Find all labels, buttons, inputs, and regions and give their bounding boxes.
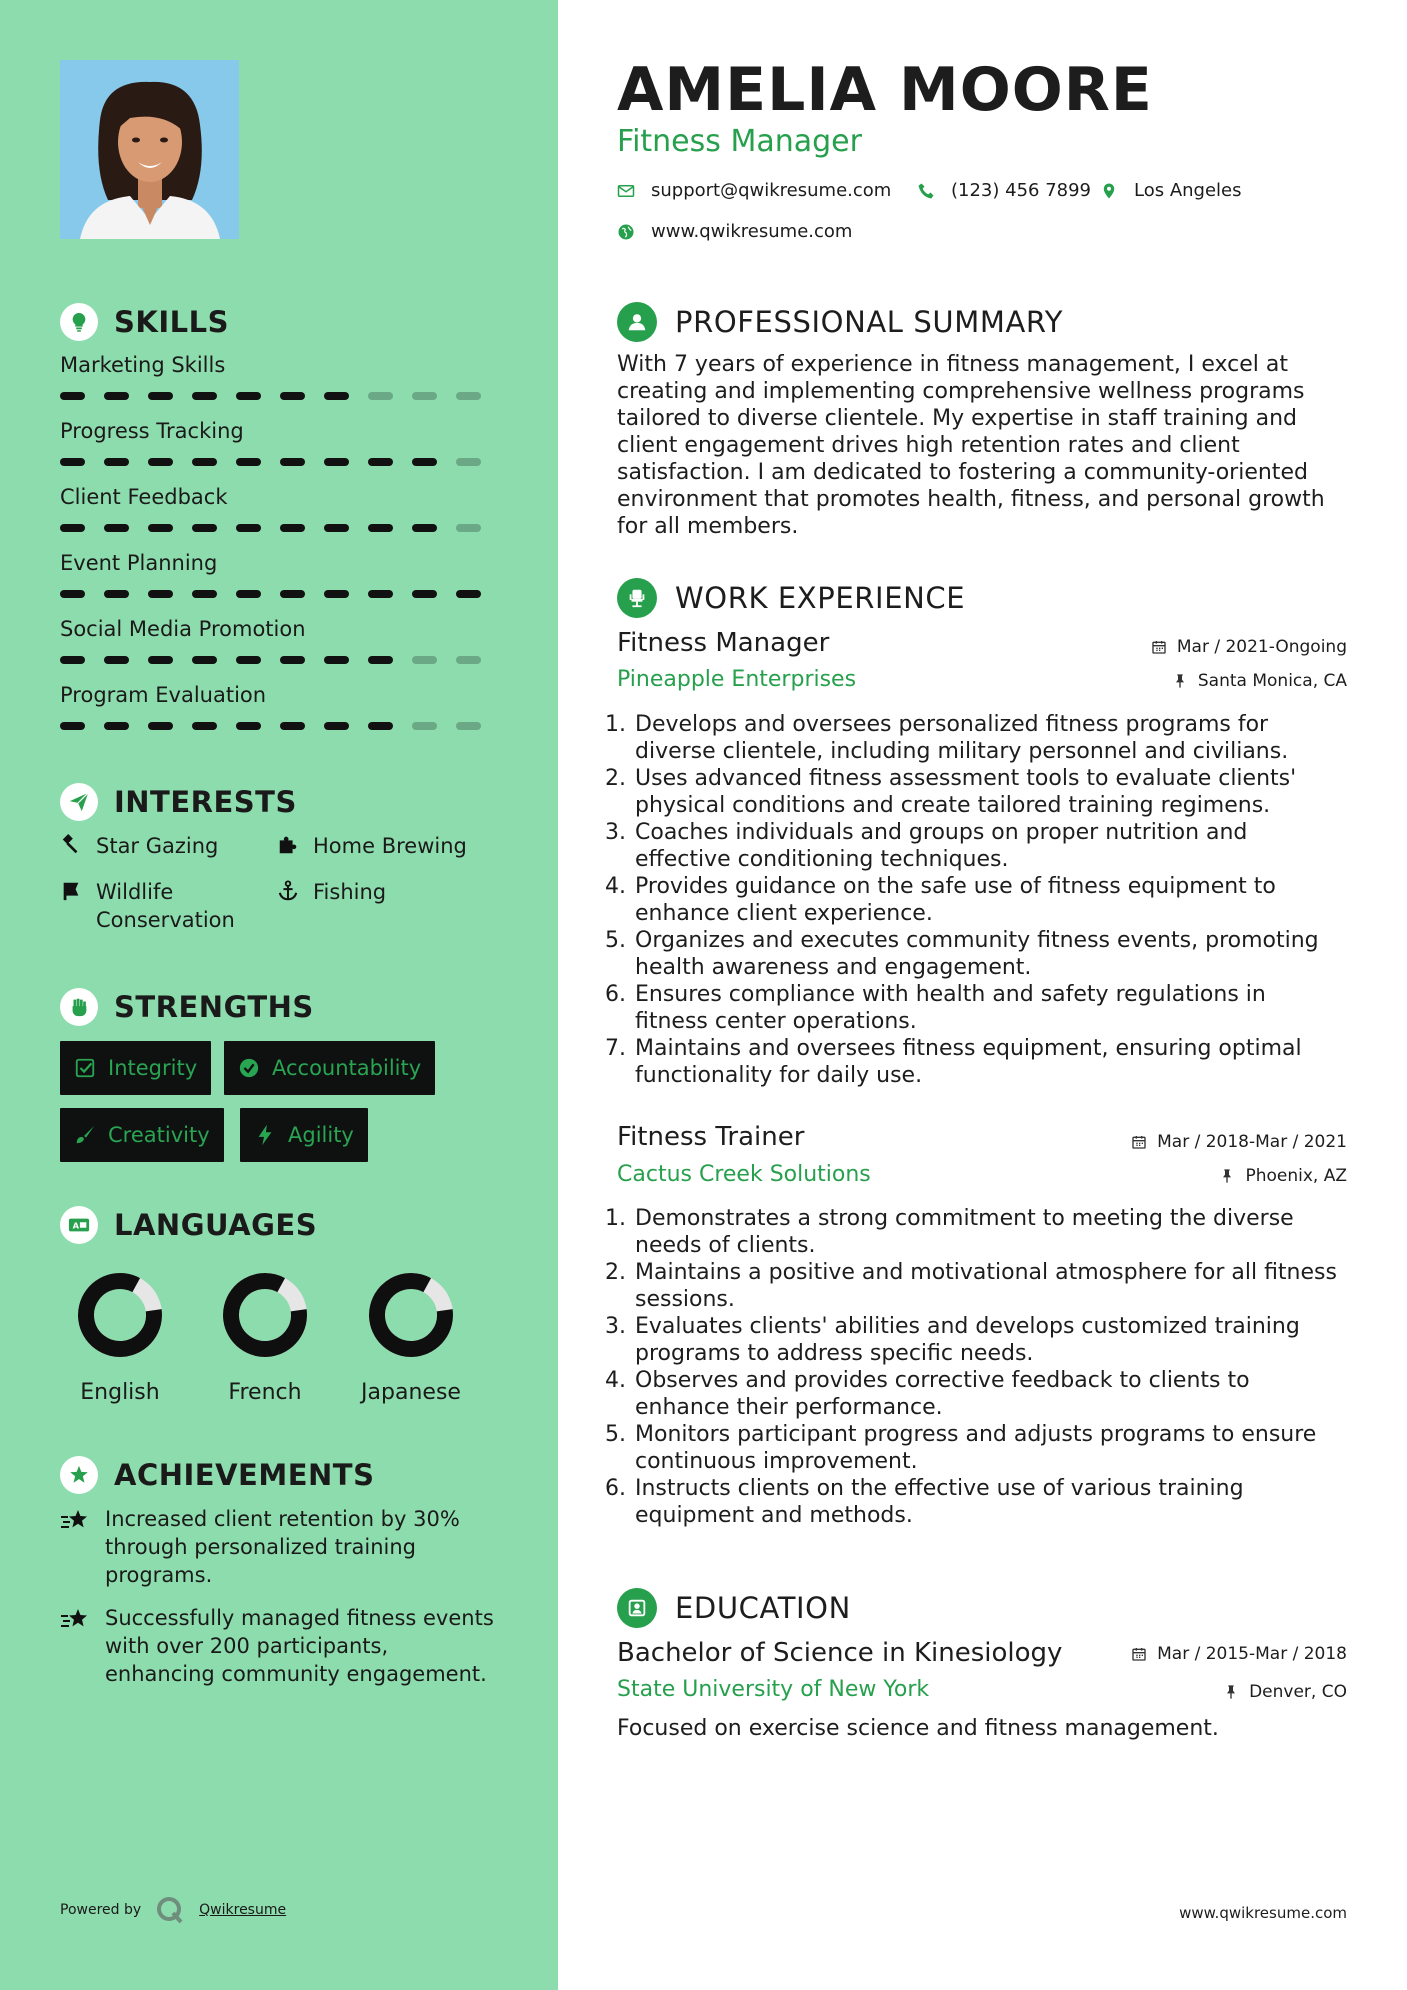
skill-label: Social Media Promotion — [60, 617, 306, 641]
job-duties-list — [605, 711, 1345, 1089]
interest-item — [60, 832, 260, 860]
profile-photo — [60, 60, 239, 239]
duty-item — [605, 1421, 1345, 1475]
achievement-text: Successfully managed fitness events with over 200 participants, enhancing community engagement. — [105, 1606, 494, 1686]
skill-level-meter — [60, 656, 500, 665]
phone-icon — [917, 182, 935, 200]
lightbulb-icon — [60, 303, 98, 341]
star-badge-icon — [60, 1456, 98, 1494]
job-title: Fitness Manager — [617, 628, 830, 658]
achievement-item — [60, 1604, 500, 1688]
duty-number: 6. — [605, 982, 626, 1007]
skill-dash-filled — [280, 524, 305, 532]
sidebar — [0, 0, 558, 1990]
lightning-icon — [254, 1124, 276, 1146]
calendar-icon — [1131, 1134, 1147, 1150]
skill-dash-filled — [280, 458, 305, 466]
language-label: English — [80, 1380, 160, 1405]
language-item — [55, 1270, 185, 1405]
education-location-text: Denver, CO — [1249, 1682, 1347, 1702]
interest-item — [277, 878, 477, 906]
strengths-heading — [60, 987, 314, 1027]
skill-dash-filled — [192, 656, 217, 664]
duty-item — [605, 1367, 1345, 1421]
skill-dash-filled — [104, 590, 129, 598]
skill-dash-filled — [60, 392, 85, 400]
skill-dash-empty — [412, 722, 437, 730]
strength-label: Creativity — [108, 1123, 210, 1147]
skill-label: Program Evaluation — [60, 683, 267, 707]
education-description: Focused on exercise science and fitness management. — [617, 1716, 1219, 1741]
duty-item — [605, 711, 1345, 765]
puzzle-icon — [277, 834, 299, 856]
envelope-icon — [617, 182, 635, 200]
fist-icon — [60, 988, 98, 1026]
calendar-icon — [1151, 639, 1167, 655]
duty-item — [605, 873, 1345, 927]
duty-number: 2. — [605, 766, 626, 791]
skill-dash-filled — [236, 392, 261, 400]
duty-item — [605, 1035, 1345, 1089]
duty-item — [605, 765, 1345, 819]
skill-level-meter — [60, 590, 500, 599]
education-heading — [617, 1587, 851, 1629]
powered-by — [60, 1895, 286, 1925]
skill-dash-filled — [368, 590, 393, 598]
skill-dash-filled — [324, 458, 349, 466]
skill-label: Client Feedback — [60, 485, 228, 509]
skill-dash-empty — [456, 656, 481, 664]
duty-text: Instructs clients on the effective use of various training equipment and methods. — [635, 1476, 1244, 1528]
skill-dash-filled — [412, 590, 437, 598]
skill-level-meter — [60, 458, 500, 467]
skill-item — [60, 482, 500, 533]
job-duties-list — [605, 1205, 1345, 1529]
education-dates — [1131, 1644, 1347, 1664]
duty-text: Maintains and oversees fitness equipment, ensuring optimal functionality for daily use. — [635, 1036, 1302, 1088]
strength-label: Integrity — [108, 1056, 198, 1080]
education-location — [1223, 1682, 1347, 1702]
experience-title: WORK EXPERIENCE — [675, 581, 966, 615]
job-title: Fitness Trainer — [617, 1122, 805, 1152]
duty-text: Maintains a positive and motivational atmosphere for all fitness sessions. — [635, 1260, 1337, 1312]
interest-item — [60, 878, 270, 934]
language-item — [200, 1270, 330, 1405]
skill-dash-empty — [456, 524, 481, 532]
strength-label: Accountability — [272, 1056, 422, 1080]
duty-text: Monitors participant progress and adjusts programs to ensure continuous improvement. — [635, 1422, 1317, 1474]
phone-text: (123) 456 7899 — [951, 180, 1092, 201]
skill-dash-filled — [280, 656, 305, 664]
job-location-text: Phoenix, AZ — [1245, 1166, 1347, 1186]
skill-dash-filled — [324, 590, 349, 598]
globe-icon — [617, 223, 635, 241]
skill-level-meter — [60, 722, 500, 731]
calendar-icon — [1131, 1646, 1147, 1662]
skill-dash-filled — [148, 722, 173, 730]
duty-item — [605, 1475, 1345, 1529]
achievement-item — [60, 1505, 500, 1589]
language-label: French — [228, 1380, 302, 1405]
interest-label: Wildlife Conservation — [96, 880, 235, 932]
skill-dash-filled — [324, 524, 349, 532]
languages-heading — [60, 1205, 317, 1245]
degree-title: Bachelor of Science in Kinesiology — [617, 1638, 1063, 1668]
duty-number: 6. — [605, 1476, 626, 1501]
check-circle-icon — [238, 1057, 260, 1079]
shooting-star-icon — [60, 1507, 90, 1533]
skill-dash-filled — [456, 590, 481, 598]
summary-heading — [617, 301, 1063, 343]
duty-item — [605, 1313, 1345, 1367]
strengths-title: STRENGTHS — [114, 990, 314, 1024]
skill-dash-filled — [236, 524, 261, 532]
skill-label: Progress Tracking — [60, 419, 244, 443]
phone-contact[interactable] — [917, 180, 1091, 201]
candidate-name: AMELIA MOORE — [617, 55, 1153, 125]
skill-dash-empty — [456, 722, 481, 730]
skill-dash-filled — [236, 590, 261, 598]
skill-item — [60, 350, 500, 401]
interest-item — [277, 832, 507, 860]
duty-number: 3. — [605, 820, 626, 845]
skill-level-meter — [60, 392, 500, 401]
skill-dash-filled — [192, 722, 217, 730]
strength-badge — [240, 1108, 368, 1162]
pushpin-icon — [1172, 673, 1188, 689]
duty-number: 7. — [605, 1036, 626, 1061]
duty-number: 5. — [605, 1422, 626, 1447]
language-proficiency-ring — [75, 1270, 165, 1360]
skill-dash-empty — [456, 458, 481, 466]
duty-text: Evaluates clients' abilities and develops customized training programs to address specific needs. — [635, 1314, 1300, 1366]
strength-label: Agility — [288, 1123, 354, 1147]
duty-number: 2. — [605, 1260, 626, 1285]
language-proficiency-ring — [366, 1270, 456, 1360]
qwikresume-logo-icon — [155, 1895, 185, 1925]
languages-title: LANGUAGES — [114, 1208, 318, 1242]
achievement-text: Increased client retention by 30% through personalized training programs. — [105, 1507, 460, 1587]
duty-number: 1. — [605, 1206, 626, 1231]
company-name: Pineapple Enterprises — [617, 667, 857, 692]
skill-dash-filled — [236, 458, 261, 466]
skills-title: SKILLS — [114, 305, 229, 339]
email-text: support@qwikresume.com — [651, 180, 892, 201]
office-chair-icon — [617, 578, 657, 618]
skill-dash-filled — [148, 458, 173, 466]
paint-brush-icon — [74, 1124, 96, 1146]
skill-dash-filled — [368, 458, 393, 466]
duty-number: 4. — [605, 874, 626, 899]
shooting-star-icon — [60, 1606, 90, 1632]
skill-dash-filled — [60, 590, 85, 598]
website-text: www.qwikresume.com — [651, 221, 853, 242]
interest-label: Home Brewing — [313, 834, 467, 858]
job-location-text: Santa Monica, CA — [1197, 671, 1347, 691]
school-name: State University of New York — [617, 1677, 930, 1702]
powered-by-label: Powered by — [60, 1902, 142, 1918]
duty-item — [605, 819, 1345, 873]
translate-icon — [60, 1206, 98, 1244]
gavel-icon — [60, 834, 82, 856]
job-dates — [1151, 637, 1347, 657]
website-contact[interactable] — [617, 221, 852, 242]
skill-item — [60, 614, 500, 665]
skill-dash-filled — [236, 722, 261, 730]
duty-text: Develops and oversees personalized fitness programs for diverse clientele, including military personnel and civilians. — [635, 712, 1289, 764]
skill-label: Event Planning — [60, 551, 218, 575]
strength-badge — [60, 1041, 211, 1095]
interests-title: INTERESTS — [114, 785, 297, 819]
skill-dash-filled — [60, 524, 85, 532]
education-title: EDUCATION — [675, 1591, 851, 1625]
email-contact[interactable] — [617, 180, 891, 201]
duty-text: Coaches individuals and groups on proper nutrition and effective conditioning techniques. — [635, 820, 1248, 872]
skill-dash-filled — [104, 392, 129, 400]
skill-dash-filled — [280, 392, 305, 400]
skill-dash-filled — [104, 656, 129, 664]
skill-dash-filled — [104, 722, 129, 730]
graduate-icon — [617, 1588, 657, 1628]
strength-badge — [60, 1108, 224, 1162]
language-proficiency-ring — [220, 1270, 310, 1360]
skill-level-meter — [60, 524, 500, 533]
skill-dash-empty — [412, 392, 437, 400]
skill-dash-empty — [456, 392, 481, 400]
skill-dash-filled — [148, 524, 173, 532]
skill-dash-filled — [412, 458, 437, 466]
skill-dash-filled — [324, 722, 349, 730]
skill-dash-filled — [192, 458, 217, 466]
duty-number: 3. — [605, 1314, 626, 1339]
skill-dash-filled — [192, 590, 217, 598]
candidate-role: Fitness Manager — [617, 124, 862, 159]
skill-dash-filled — [60, 458, 85, 466]
job-dates-text: Mar / 2021-Ongoing — [1176, 637, 1347, 657]
language-item — [346, 1270, 476, 1405]
job-dates — [1131, 1132, 1347, 1152]
skill-dash-filled — [60, 656, 85, 664]
svg-text:A: A — [72, 1220, 79, 1231]
duty-text: Provides guidance on the safe use of fitness equipment to enhance client experience. — [635, 874, 1276, 926]
user-icon — [617, 302, 657, 342]
duty-text: Uses advanced fitness assessment tools to evaluate clients' physical conditions and create tailored training regimens. — [635, 766, 1297, 818]
duty-text: Observes and provides corrective feedback to clients to enhance their performance. — [635, 1368, 1250, 1420]
location-text: Los Angeles — [1134, 180, 1242, 201]
skill-label: Marketing Skills — [60, 353, 226, 377]
job-location — [1172, 671, 1347, 691]
qwikresume-link[interactable]: Qwikresume — [199, 1902, 287, 1918]
achievements-heading — [60, 1455, 374, 1495]
skill-dash-filled — [192, 524, 217, 532]
skill-item — [60, 416, 500, 467]
duty-item — [605, 1259, 1345, 1313]
skill-dash-filled — [60, 722, 85, 730]
experience-heading — [617, 577, 965, 619]
skill-dash-filled — [280, 722, 305, 730]
skill-item — [60, 548, 500, 599]
skill-dash-filled — [412, 524, 437, 532]
check-square-icon — [74, 1057, 96, 1079]
duty-text: Demonstrates a strong commitment to meeting the diverse needs of clients. — [635, 1206, 1294, 1258]
summary-title: PROFESSIONAL SUMMARY — [675, 305, 1064, 339]
interest-label: Fishing — [313, 880, 387, 904]
pushpin-icon — [1219, 1168, 1235, 1184]
job-location — [1219, 1166, 1347, 1186]
skill-dash-filled — [280, 590, 305, 598]
skill-dash-filled — [368, 656, 393, 664]
skill-dash-filled — [104, 458, 129, 466]
skill-dash-filled — [368, 524, 393, 532]
skill-dash-filled — [324, 392, 349, 400]
achievements-title: ACHIEVEMENTS — [114, 1458, 375, 1492]
duty-item — [605, 1205, 1345, 1259]
skill-dash-filled — [148, 590, 173, 598]
language-label: Japanese — [361, 1380, 461, 1405]
skill-dash-filled — [236, 656, 261, 664]
summary-text: With 7 years of experience in fitness management, I excel at creating and implementing comprehensive wellness programs tailored to diverse clientele. My expertise in staff training and client engagement drives high retention rates and client satisfaction. I am dedicated to fostering a community-oriented environment that promotes health, fitness, and personal growth for all members. — [617, 352, 1325, 539]
skill-dash-filled — [324, 656, 349, 664]
duty-number: 1. — [605, 712, 626, 737]
skill-dash-filled — [368, 722, 393, 730]
skill-dash-filled — [148, 392, 173, 400]
location-contact — [1100, 180, 1242, 201]
pushpin-icon — [1223, 1684, 1239, 1700]
strength-badge — [224, 1041, 435, 1095]
skills-heading — [60, 302, 229, 342]
map-flag-icon — [60, 880, 82, 902]
skill-dash-filled — [192, 392, 217, 400]
duty-item — [605, 981, 1345, 1035]
duty-text: Organizes and executes community fitness events, promoting health awareness and engagement. — [635, 928, 1319, 980]
skill-dash-filled — [104, 524, 129, 532]
paper-plane-icon — [60, 783, 98, 821]
skill-item — [60, 680, 500, 731]
interest-label: Star Gazing — [96, 834, 219, 858]
duty-number: 5. — [605, 928, 626, 953]
skill-dash-empty — [368, 392, 393, 400]
footer-url[interactable]: www.qwikresume.com — [1179, 1904, 1347, 1922]
map-pin-icon — [1100, 182, 1118, 200]
duty-item — [605, 927, 1345, 981]
skill-dash-empty — [412, 656, 437, 664]
interests-heading — [60, 782, 297, 822]
job-dates-text: Mar / 2018-Mar / 2021 — [1157, 1132, 1347, 1152]
skill-dash-filled — [148, 656, 173, 664]
education-dates-text: Mar / 2015-Mar / 2018 — [1157, 1644, 1347, 1664]
duty-number: 4. — [605, 1368, 626, 1393]
duty-text: Ensures compliance with health and safety regulations in fitness center operations. — [635, 982, 1266, 1034]
company-name: Cactus Creek Solutions — [617, 1162, 871, 1187]
anchor-icon — [277, 880, 299, 902]
